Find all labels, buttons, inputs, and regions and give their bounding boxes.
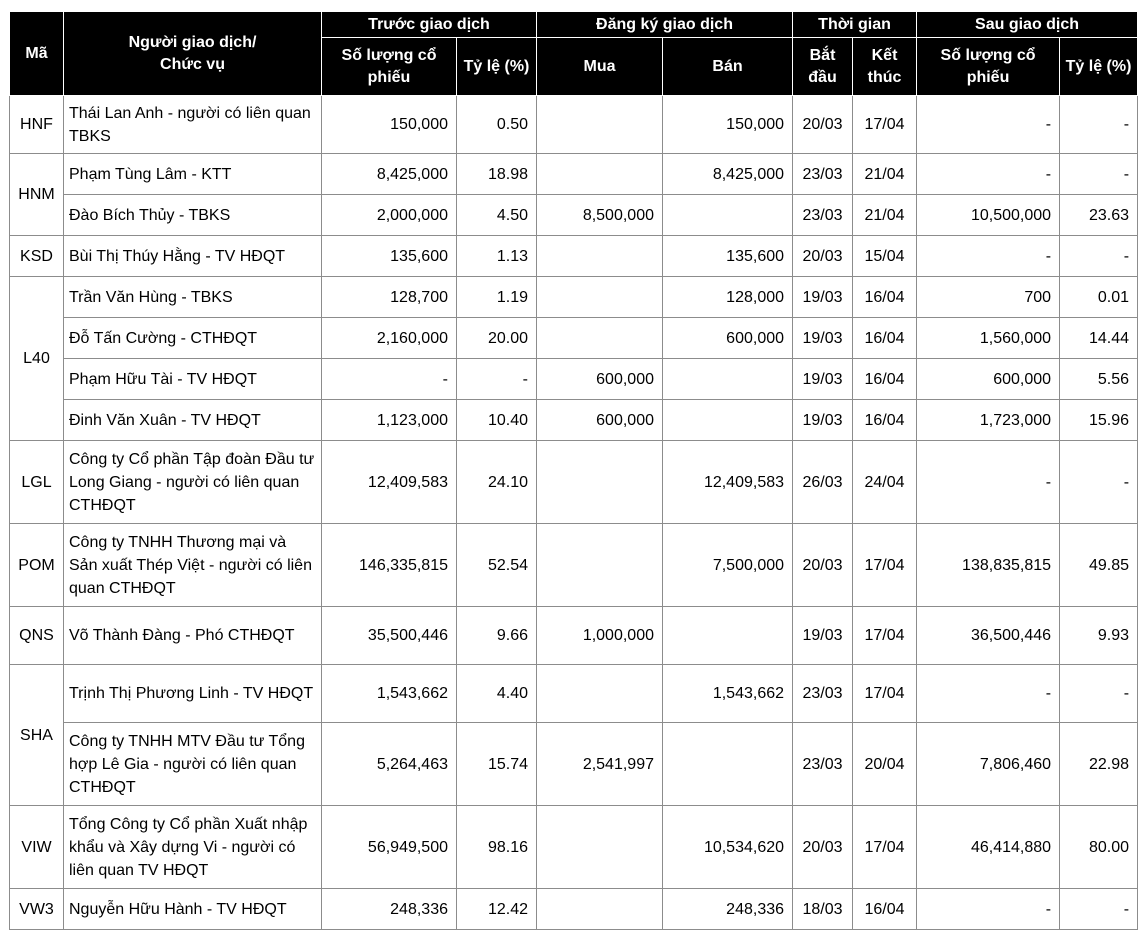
- pct-after: 14.44: [1060, 318, 1138, 359]
- table-row: [10, 607, 1138, 665]
- end-date: 21/04: [853, 195, 917, 236]
- start-date: 20/03: [793, 524, 853, 607]
- qty-before: 5,264,463: [322, 723, 457, 806]
- qty-after: 700: [917, 277, 1060, 318]
- trader-name: Bùi Thị Thúy Hằng - TV HĐQT: [64, 236, 322, 277]
- sell-qty: 150,000: [663, 96, 793, 154]
- qty-after: -: [917, 889, 1060, 930]
- buy-qty: [537, 441, 663, 524]
- trader-name: Thái Lan Anh - người có liên quan TBKS: [64, 96, 322, 154]
- pct-after: -: [1060, 154, 1138, 195]
- header-pct-before: Tỷ lệ (%): [457, 38, 537, 96]
- pct-before: 98.16: [457, 806, 537, 889]
- trader-name: Đào Bích Thủy - TBKS: [64, 195, 322, 236]
- qty-before: -: [322, 359, 457, 400]
- start-date: 20/03: [793, 236, 853, 277]
- start-date: 19/03: [793, 359, 853, 400]
- qty-after: 7,806,460: [917, 723, 1060, 806]
- header-qty-after: Số lượng cổ phiếu: [917, 38, 1060, 96]
- sell-qty: 128,000: [663, 277, 793, 318]
- trader-name: Phạm Tùng Lâm - KTT: [64, 154, 322, 195]
- pct-before: 1.19: [457, 277, 537, 318]
- buy-qty: [537, 806, 663, 889]
- qty-after: -: [917, 96, 1060, 154]
- qty-after: -: [917, 665, 1060, 723]
- end-date: 15/04: [853, 236, 917, 277]
- qty-before: 248,336: [322, 889, 457, 930]
- end-date: 16/04: [853, 277, 917, 318]
- pct-after: 80.00: [1060, 806, 1138, 889]
- header-before: Trước giao dịch: [322, 12, 537, 38]
- start-date: 26/03: [793, 441, 853, 524]
- trader-name: Công ty TNHH Thương mại và Sản xuất Thép Việt - người có liên quan CTHĐQT: [64, 524, 322, 607]
- buy-qty: [537, 154, 663, 195]
- qty-before: 35,500,446: [322, 607, 457, 665]
- pct-after: 0.01: [1060, 277, 1138, 318]
- start-date: 20/03: [793, 96, 853, 154]
- sell-qty: 1,543,662: [663, 665, 793, 723]
- end-date: 17/04: [853, 665, 917, 723]
- qty-before: 56,949,500: [322, 806, 457, 889]
- qty-before: 8,425,000: [322, 154, 457, 195]
- start-date: 20/03: [793, 806, 853, 889]
- qty-after: 1,723,000: [917, 400, 1060, 441]
- table-row: [10, 318, 1138, 359]
- qty-after: 36,500,446: [917, 607, 1060, 665]
- sell-qty: 7,500,000: [663, 524, 793, 607]
- stock-code: HNF: [10, 96, 64, 154]
- trader-name: Võ Thành Đàng - Phó CTHĐQT: [64, 607, 322, 665]
- pct-after: -: [1060, 665, 1138, 723]
- trader-name: Trịnh Thị Phương Linh - TV HĐQT: [64, 665, 322, 723]
- buy-qty: [537, 524, 663, 607]
- pct-after: -: [1060, 441, 1138, 524]
- stock-code: VW3: [10, 889, 64, 930]
- end-date: 17/04: [853, 524, 917, 607]
- end-date: 20/04: [853, 723, 917, 806]
- buy-qty: 600,000: [537, 400, 663, 441]
- trader-name: Đinh Văn Xuân - TV HĐQT: [64, 400, 322, 441]
- start-date: 23/03: [793, 665, 853, 723]
- header-after: Sau giao dịch: [917, 12, 1138, 38]
- pct-before: 20.00: [457, 318, 537, 359]
- qty-after: 1,560,000: [917, 318, 1060, 359]
- table-row: [10, 277, 1138, 318]
- pct-before: 9.66: [457, 607, 537, 665]
- sell-qty: [663, 607, 793, 665]
- buy-qty: [537, 96, 663, 154]
- end-date: 17/04: [853, 607, 917, 665]
- pct-before: 1.13: [457, 236, 537, 277]
- trader-name: Công ty TNHH MTV Đầu tư Tổng hợp Lê Gia - người có liên quan CTHĐQT: [64, 723, 322, 806]
- stock-code: KSD: [10, 236, 64, 277]
- pct-after: -: [1060, 236, 1138, 277]
- stock-code: L40: [10, 277, 64, 441]
- qty-after: -: [917, 154, 1060, 195]
- end-date: 17/04: [853, 96, 917, 154]
- qty-after: 10,500,000: [917, 195, 1060, 236]
- stock-code: HNM: [10, 154, 64, 236]
- start-date: 19/03: [793, 318, 853, 359]
- pct-before: 15.74: [457, 723, 537, 806]
- stock-code: SHA: [10, 665, 64, 806]
- qty-before: 1,543,662: [322, 665, 457, 723]
- table-row: [10, 723, 1138, 806]
- stock-code: VIW: [10, 806, 64, 889]
- sell-qty: 12,409,583: [663, 441, 793, 524]
- sell-qty: [663, 723, 793, 806]
- qty-before: 12,409,583: [322, 441, 457, 524]
- qty-before: 128,700: [322, 277, 457, 318]
- qty-after: 46,414,880: [917, 806, 1060, 889]
- trader-name: Công ty Cổ phần Tập đoàn Đầu tư Long Giang - người có liên quan CTHĐQT: [64, 441, 322, 524]
- qty-after: 138,835,815: [917, 524, 1060, 607]
- qty-before: 2,160,000: [322, 318, 457, 359]
- pct-after: 15.96: [1060, 400, 1138, 441]
- header-sell: Bán: [663, 38, 793, 96]
- buy-qty: 1,000,000: [537, 607, 663, 665]
- qty-before: 135,600: [322, 236, 457, 277]
- buy-qty: [537, 236, 663, 277]
- qty-before: 146,335,815: [322, 524, 457, 607]
- pct-before: 18.98: [457, 154, 537, 195]
- buy-qty: [537, 318, 663, 359]
- end-date: 16/04: [853, 889, 917, 930]
- sell-qty: [663, 359, 793, 400]
- pct-after: 23.63: [1060, 195, 1138, 236]
- sell-qty: 8,425,000: [663, 154, 793, 195]
- header-trader: Người giao dịch/ Chức vụ: [64, 12, 322, 96]
- pct-before: 12.42: [457, 889, 537, 930]
- header-pct-after: Tỷ lệ (%): [1060, 38, 1138, 96]
- table-row: [10, 806, 1138, 889]
- header-start: Bắt đầu: [793, 38, 853, 96]
- pct-after: 49.85: [1060, 524, 1138, 607]
- qty-before: 1,123,000: [322, 400, 457, 441]
- stock-code: QNS: [10, 607, 64, 665]
- table-row: [10, 236, 1138, 277]
- header-end: Kết thúc: [853, 38, 917, 96]
- sell-qty: 135,600: [663, 236, 793, 277]
- header-qty-before: Số lượng cổ phiếu: [322, 38, 457, 96]
- buy-qty: 2,541,997: [537, 723, 663, 806]
- end-date: 17/04: [853, 806, 917, 889]
- table-row: [10, 359, 1138, 400]
- start-date: 19/03: [793, 400, 853, 441]
- qty-before: 150,000: [322, 96, 457, 154]
- pct-after: -: [1060, 889, 1138, 930]
- start-date: 19/03: [793, 277, 853, 318]
- header-registered: Đăng ký giao dịch: [537, 12, 793, 38]
- qty-before: 2,000,000: [322, 195, 457, 236]
- buy-qty: [537, 277, 663, 318]
- end-date: 16/04: [853, 318, 917, 359]
- end-date: 21/04: [853, 154, 917, 195]
- table-row: [10, 400, 1138, 441]
- start-date: 23/03: [793, 195, 853, 236]
- trader-name: Phạm Hữu Tài - TV HĐQT: [64, 359, 322, 400]
- start-date: 23/03: [793, 723, 853, 806]
- pct-before: 4.40: [457, 665, 537, 723]
- qty-after: 600,000: [917, 359, 1060, 400]
- table-row: [10, 96, 1138, 154]
- sell-qty: 248,336: [663, 889, 793, 930]
- header-buy: Mua: [537, 38, 663, 96]
- insider-trading-table: [9, 11, 1138, 930]
- pct-before: 4.50: [457, 195, 537, 236]
- buy-qty: [537, 889, 663, 930]
- pct-before: 10.40: [457, 400, 537, 441]
- pct-before: 0.50: [457, 96, 537, 154]
- stock-code: POM: [10, 524, 64, 607]
- header-code: Mã: [10, 12, 64, 96]
- table-row: [10, 665, 1138, 723]
- pct-after: -: [1060, 96, 1138, 154]
- start-date: 19/03: [793, 607, 853, 665]
- sell-qty: 10,534,620: [663, 806, 793, 889]
- buy-qty: 600,000: [537, 359, 663, 400]
- pct-before: -: [457, 359, 537, 400]
- trader-name: Đỗ Tấn Cường - CTHĐQT: [64, 318, 322, 359]
- trader-name: Nguyễn Hữu Hành - TV HĐQT: [64, 889, 322, 930]
- table-row: [10, 154, 1138, 195]
- end-date: 16/04: [853, 359, 917, 400]
- stock-code: LGL: [10, 441, 64, 524]
- pct-before: 52.54: [457, 524, 537, 607]
- sell-qty: [663, 400, 793, 441]
- buy-qty: [537, 665, 663, 723]
- trader-name: Trần Văn Hùng - TBKS: [64, 277, 322, 318]
- end-date: 24/04: [853, 441, 917, 524]
- trader-name: Tổng Công ty Cổ phần Xuất nhập khẩu và Xây dựng Vi - người có liên quan TV HĐQT: [64, 806, 322, 889]
- pct-after: 22.98: [1060, 723, 1138, 806]
- end-date: 16/04: [853, 400, 917, 441]
- pct-after: 5.56: [1060, 359, 1138, 400]
- sell-qty: [663, 195, 793, 236]
- start-date: 23/03: [793, 154, 853, 195]
- qty-after: -: [917, 236, 1060, 277]
- start-date: 18/03: [793, 889, 853, 930]
- header-time: Thời gian: [793, 12, 917, 38]
- table-row: [10, 195, 1138, 236]
- table-row: [10, 441, 1138, 524]
- sell-qty: 600,000: [663, 318, 793, 359]
- qty-after: -: [917, 441, 1060, 524]
- table-row: [10, 524, 1138, 607]
- pct-before: 24.10: [457, 441, 537, 524]
- buy-qty: 8,500,000: [537, 195, 663, 236]
- table-row: [10, 889, 1138, 930]
- header-row-groups: [10, 12, 1138, 38]
- pct-after: 9.93: [1060, 607, 1138, 665]
